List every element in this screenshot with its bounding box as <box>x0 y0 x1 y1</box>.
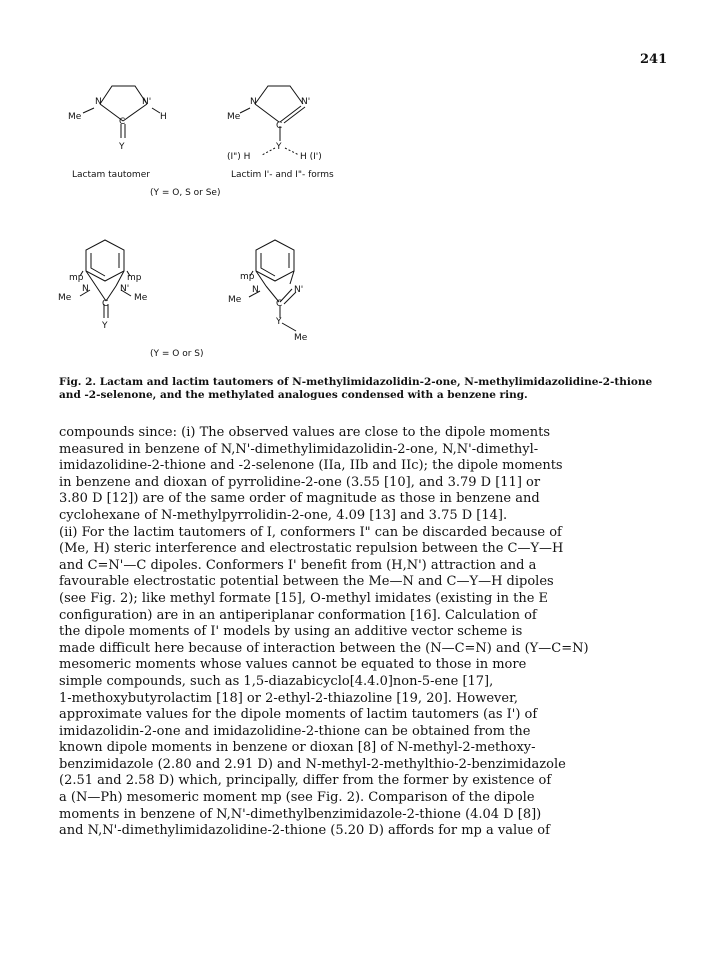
figure-caption: Fig. 2. Lactam and lactim tautomers of N-methylimidazolidin-2-one, N-methylimidazolidine-2-thione and -2-selenone, and the methylated analogues condensed with a benzene ring. <box>59 376 653 401</box>
benzo-lactim-methyl-label: Me <box>228 295 242 305</box>
y-substituent-note-1: (Y = O, S or Se) <box>150 188 221 198</box>
lactim-n-label: N <box>250 97 257 107</box>
lactim-n-prime-label: N' <box>301 97 311 107</box>
benzo-lactam-y-label: Y <box>102 321 108 331</box>
lactam-h-label: H <box>160 112 167 122</box>
benzo-lactim-n-prime-label: N' <box>294 285 304 295</box>
lactam-caption-label: Lactam tautomer <box>72 170 150 180</box>
benzo-lactim-mp-label: mp <box>240 272 255 282</box>
lactim-i-double-prime-h-label: (I") H <box>227 152 251 162</box>
lactam-y-label: Y <box>119 142 125 152</box>
benzo-lactam-methyl-right-label: Me <box>134 293 148 303</box>
lactim-c-label: C <box>276 121 283 131</box>
lactim-methyl-label: Me <box>227 112 241 122</box>
figure-2-structures <box>0 0 720 370</box>
lactim-caption-label: Lactim I'- and I"- forms <box>231 170 334 180</box>
benzo-lactim-methyl-sub-label: Me <box>294 333 308 343</box>
benzo-lactam-mp-right-label: mp <box>127 273 142 283</box>
lactim-h-i-prime-label: H (I') <box>300 152 322 162</box>
benzo-lactam-c-label: C <box>102 299 109 309</box>
y-substituent-note-2: (Y = O or S) <box>150 349 204 359</box>
benzo-lactam-n-prime-label: N' <box>120 284 130 294</box>
benzo-lactam-mp-left-label: mp <box>69 273 84 283</box>
benzo-lactam-methyl-left-label: Me <box>58 293 72 303</box>
lactam-methyl-label: Me <box>68 112 82 122</box>
benzo-lactim-y-label: Y <box>276 317 282 327</box>
lactam-c-label: C <box>119 117 126 127</box>
benzo-lactam-structure <box>58 240 148 331</box>
benzo-lactam-n-label: N <box>82 284 89 294</box>
lactim-structure <box>227 86 334 180</box>
page-number: 241 <box>640 52 668 67</box>
lactam-n-label: N <box>95 97 102 107</box>
benzo-lactim-structure <box>228 240 308 343</box>
lactam-n-prime-label: N' <box>142 97 152 107</box>
lactim-y-label: Y <box>276 142 282 152</box>
body-paragraph: compounds since: (i) The observed values are close to the dipole moments measured in benzene of N,N'-dimethylimidazolidin-2-one, N,N'-dimethyl- imidazolidine-2-thione and -2-selenone (IIa, IIb and IIc); the dipole moments in benzene and dioxan of pyrrolidine-2-one (3.55 [10], and 3.79 D [11] or 3.80 D [12]) are of the same order of magnitude as those in benzene and cyclohexane of N-methylpyrrolidin-2-one, 4.09 [13] and 3.75 D [14]. (ii) For the lactim tautomers of I, conformers I" can be discarded because of (Me, H) steric interference and electrostatic repulsion between the C—Y—H and C=N'—C dipoles. Conformers I' benefit from (H,N') attraction and a favourable electrostatic potential between the Me—N and C—Y—H dipoles (see Fig. 2); like methyl formate [15], O-methyl imidates (existing in the E configuration) are in an antiperiplanar conformation [16]. Calculation of the dipole moments of I' models by using an additive vector scheme is made difficult here because of interaction between the (N—C=N) and (Y—C=N) mesomeric moments whose values cannot be equated to those in more simple compounds, such as 1,5-diazabicyclo[4.4.0]non-5-ene [17], 1-methoxybutyrolactim [18] or 2-ethyl-2-thiazoline [19, 20]. However, approximate values for the dipole moments of lactim tautomers (as I') of imidazolidin-2-one and imidazolidine-2-thione can be obtained from the known dipole moments in benzene or dioxan [8] of N-methyl-2-methoxy- benzimidazole (2.80 and 2.91 D) and N-methyl-2-methylthio-2-benzimidazole (2.51 and 2.58 D) which, principally, differ from the former by existence of a (N—Ph) mesomeric moment mp (see Fig. 2). Comparison of the dipole moments in benzene of N,N'-dimethylbenzimidazole-2-thione (4.04 D [8]) and N,N'-dimethylimidazolidine-2-thione (5.20 D) affords for mp a value of <box>59 425 589 839</box>
benzo-lactim-n-label: N <box>252 285 259 295</box>
lactam-structure <box>68 86 167 180</box>
benzo-lactim-c-label: C <box>276 299 283 309</box>
